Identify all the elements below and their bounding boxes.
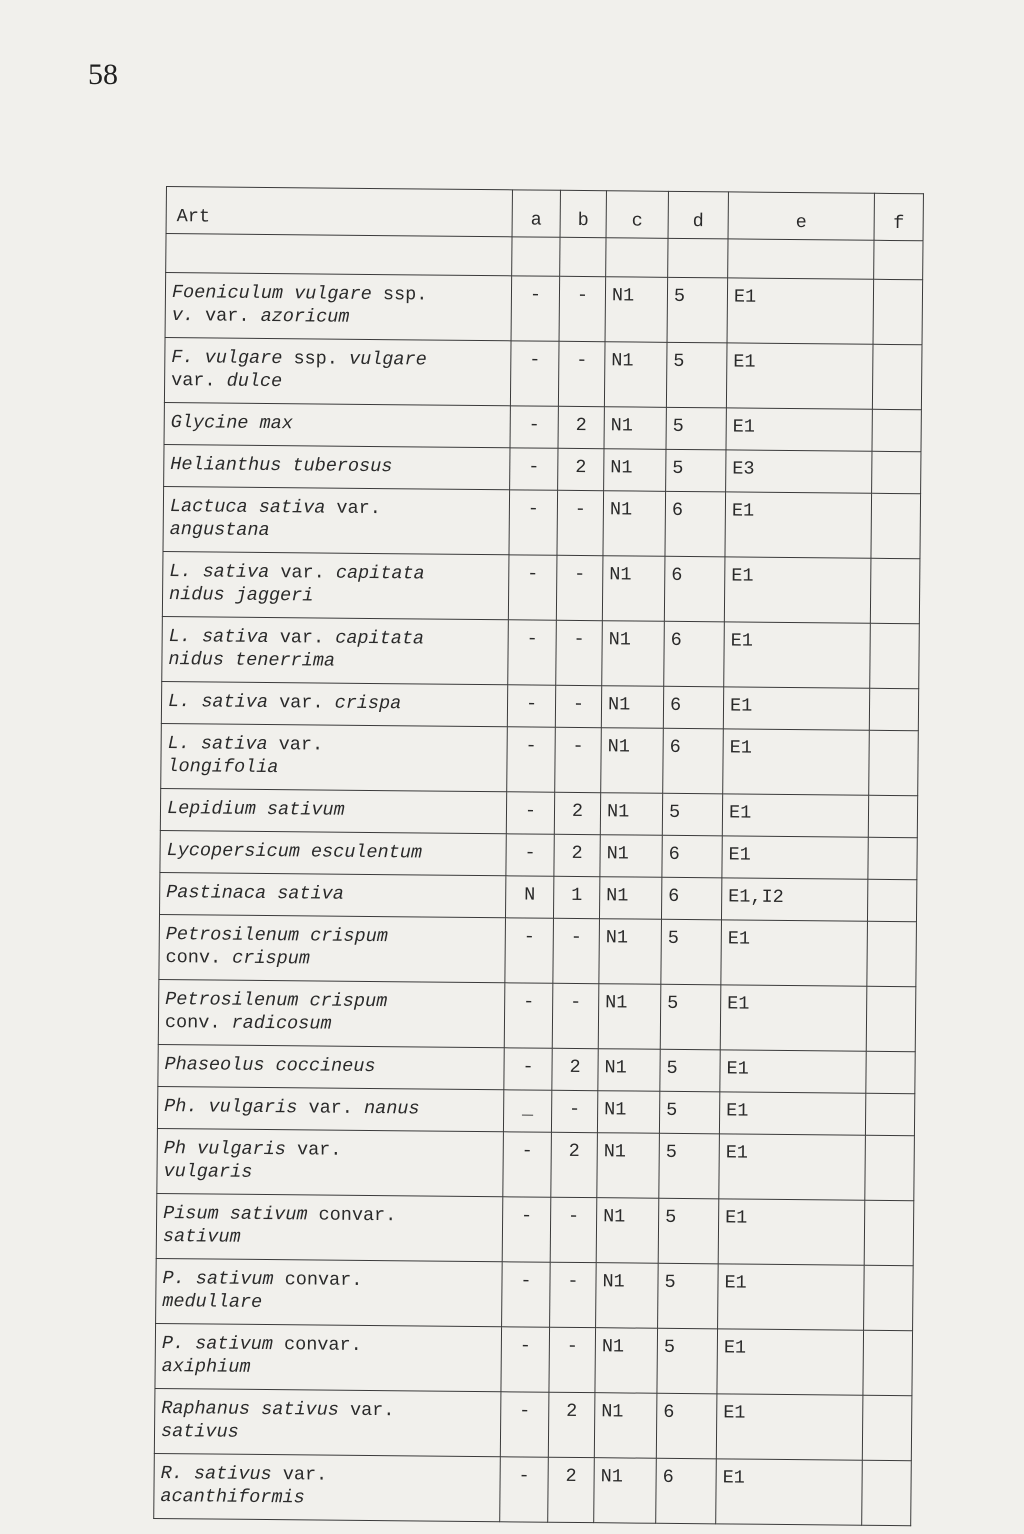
table-row (160, 788, 917, 837)
species-name (154, 1388, 501, 1456)
cell-f (873, 279, 923, 344)
cell-d: 5 (666, 407, 726, 450)
table-row (154, 1388, 912, 1460)
cell-a: - (502, 1262, 551, 1327)
cell-f (866, 986, 916, 1051)
cell-c: N1 (604, 449, 666, 492)
species-line-2: angustana (169, 519, 270, 542)
species-line-2: vulgaris (163, 1161, 253, 1183)
cell-b: 2 (554, 792, 600, 834)
table-row (164, 444, 921, 493)
species-line-1: Ph. vulgaris var. nanus (164, 1096, 420, 1120)
species-line-1: L. sativa var. (167, 733, 324, 756)
species-line-1: P. sativum convar. (161, 1333, 362, 1356)
cell-b: 2 (551, 1132, 598, 1197)
cell-d: 5 (666, 342, 727, 408)
cell-b: - (557, 490, 604, 555)
table-row (159, 914, 917, 986)
table-row (162, 551, 920, 623)
cell-a: - (510, 448, 558, 490)
cell-b: - (558, 341, 605, 406)
table-row (154, 1453, 912, 1525)
species-name (164, 402, 510, 447)
cell-b: 2 (558, 448, 604, 490)
cell-d: 6 (664, 556, 725, 622)
cell-c: N1 (594, 1393, 657, 1459)
cell-e: E1 (718, 1264, 865, 1330)
species-name (161, 681, 507, 726)
cell-b: - (553, 918, 600, 983)
cell-c: N1 (600, 793, 662, 836)
cell-e: E1 (718, 1199, 865, 1265)
cell-c: N1 (597, 1133, 660, 1199)
cell-e: E1,I2 (721, 878, 867, 921)
cell-a: - (510, 406, 558, 448)
table-row (160, 830, 917, 879)
cell-d: 5 (660, 1049, 720, 1092)
cell-c: N1 (599, 919, 662, 985)
cell-f (871, 493, 921, 558)
header-row (166, 187, 923, 241)
table-row (157, 1128, 915, 1200)
cell-d: 5 (661, 919, 722, 985)
species-name (157, 1128, 504, 1196)
cell-e: E1 (723, 687, 869, 730)
cell-e: E1 (719, 1134, 866, 1200)
cell-b: - (555, 727, 602, 792)
species-name (160, 788, 506, 833)
table-row (162, 616, 920, 688)
cell-e: E1 (719, 1092, 865, 1135)
cell-b: 2 (552, 1048, 598, 1090)
cell-a: - (503, 1132, 552, 1197)
species-line-2: conv. crispum (165, 947, 311, 970)
cell-c: N1 (600, 835, 662, 878)
cell-a: - (506, 792, 554, 834)
cell-f (872, 451, 921, 493)
cell-a: _ (503, 1090, 551, 1132)
table-row (156, 1193, 914, 1265)
species-name (158, 979, 505, 1047)
cell-a: - (508, 620, 557, 685)
species-name (162, 551, 509, 619)
cell-c: N1 (598, 1049, 660, 1092)
species-table (153, 186, 924, 1526)
cell-f (872, 344, 922, 409)
cell-a: N (505, 876, 553, 918)
cell-d: 5 (662, 793, 722, 836)
cell-e: E1 (722, 836, 868, 879)
cell-f (865, 1135, 915, 1200)
cell-e: E1 (717, 1329, 864, 1395)
cell-a: - (511, 276, 560, 341)
cell-c: N1 (596, 1198, 659, 1264)
cell-a: - (507, 727, 556, 792)
species-line-1: F. vulgare ssp. vulgare (171, 347, 427, 371)
cell-d: 5 (666, 449, 726, 492)
cell-e: E1 (721, 920, 868, 986)
cell-b: - (559, 276, 606, 341)
species-line-2: v. var. azoricum (171, 305, 350, 328)
cell-e: E1 (727, 278, 874, 344)
cell-d: 6 (663, 728, 724, 794)
table-row (156, 1258, 914, 1330)
cell-f (872, 409, 921, 451)
species-line-1: Petrosilenum crispum (165, 989, 388, 1013)
table-row (161, 681, 918, 730)
cell-c: N1 (604, 407, 666, 450)
cell-f (863, 1330, 913, 1395)
cell-c: N1 (605, 277, 668, 343)
cell-d: 6 (656, 1458, 717, 1524)
cell-b: - (555, 685, 601, 727)
cell-a: - (500, 1457, 549, 1522)
species-name (162, 616, 509, 684)
cell-b: - (551, 1090, 597, 1132)
species-line-2: axiphium (161, 1356, 251, 1378)
header-e: e (728, 192, 874, 240)
page-number: 58 (88, 58, 118, 91)
spacer-cell (728, 239, 874, 279)
cell-a: - (505, 918, 554, 983)
cell-b: 2 (554, 834, 600, 876)
table-row (160, 872, 917, 921)
cell-f (870, 558, 920, 623)
cell-f (869, 688, 918, 730)
table-row (161, 723, 919, 795)
table-row (164, 337, 922, 409)
header-a: a (512, 190, 560, 237)
table-row (157, 1086, 914, 1135)
species-name (164, 337, 511, 405)
species-line-1: Lepidium sativum (166, 798, 345, 821)
cell-c: N1 (596, 1263, 659, 1329)
species-line-1: Glycine max (170, 412, 293, 435)
cell-a: - (509, 490, 558, 555)
species-line-1: L. sativa var. capitata (169, 561, 425, 585)
table-row (163, 486, 921, 558)
species-line-1: L. sativa var. capitata (168, 626, 425, 650)
table-row (165, 273, 923, 345)
cell-f (869, 730, 919, 795)
species-name (155, 1323, 502, 1391)
cell-e: E1 (725, 492, 872, 558)
species-line-1: Helianthus tuberosus (170, 454, 393, 478)
species-line-2: acanthiformis (160, 1486, 305, 1509)
cell-d: 6 (661, 877, 721, 920)
cell-f (864, 1265, 914, 1330)
species-name (156, 1258, 503, 1326)
species-name (161, 723, 508, 791)
cell-c: N1 (595, 1328, 658, 1394)
cell-f (862, 1395, 912, 1460)
header-b: b (560, 190, 606, 237)
cell-d: 5 (658, 1198, 719, 1264)
cell-a: - (504, 983, 553, 1048)
cell-b: - (556, 555, 603, 620)
species-line-1: Ph vulgaris var. (163, 1138, 342, 1161)
cell-f (870, 623, 920, 688)
cell-c: N1 (599, 877, 661, 920)
cell-a: - (504, 1048, 552, 1090)
cell-c: N1 (601, 686, 663, 729)
species-line-1: Pastinaca sativa (166, 882, 344, 905)
cell-e: E1 (722, 794, 868, 837)
cell-c: N1 (594, 1458, 657, 1524)
cell-e: E3 (726, 450, 872, 493)
species-name (165, 273, 512, 341)
spacer-cell (606, 238, 668, 278)
cell-a: - (501, 1327, 550, 1392)
cell-d: 5 (659, 1133, 720, 1199)
cell-e: E1 (716, 1394, 863, 1460)
species-line-1: Pisum sativum convar. (163, 1203, 397, 1227)
species-name (157, 1086, 503, 1131)
species-name (163, 486, 510, 554)
table-row (155, 1323, 913, 1395)
cell-d: 6 (662, 835, 722, 878)
species-name (159, 914, 506, 982)
cell-c: N1 (602, 621, 665, 687)
cell-f (867, 921, 917, 986)
cell-f (867, 879, 916, 921)
cell-b: - (552, 983, 599, 1048)
cell-a: - (500, 1392, 549, 1457)
species-name (156, 1193, 503, 1261)
cell-d: 6 (665, 491, 726, 557)
cell-b: - (550, 1197, 597, 1262)
species-line-1: Foeniculum vulgare ssp. (171, 282, 428, 306)
cell-e: E1 (720, 985, 867, 1051)
header-c: c (606, 191, 668, 239)
cell-b: 2 (548, 1457, 595, 1522)
species-line-1: Phaseolus coccineus (164, 1054, 376, 1078)
cell-d: 5 (659, 1091, 719, 1134)
cell-b: - (549, 1327, 596, 1392)
species-line-2: nidus tenerrima (168, 649, 336, 672)
species-line-1: Lactuca sativa var. (169, 496, 381, 520)
cell-e: E1 (724, 622, 871, 688)
spacer-cell (668, 238, 728, 278)
species-line-2: sativum (162, 1226, 241, 1248)
species-line-1: P. sativum convar. (162, 1268, 363, 1291)
cell-d: 5 (658, 1263, 719, 1329)
cell-f (866, 1051, 915, 1093)
species-name (160, 830, 506, 875)
table-row (158, 979, 916, 1051)
species-line-2: nidus jaggeri (168, 584, 314, 607)
cell-a: - (506, 834, 554, 876)
spacer-cell (166, 234, 512, 276)
species-line-2: medullare (162, 1291, 263, 1313)
cell-c: N1 (597, 1091, 659, 1134)
species-line-1: Raphanus sativus var. (161, 1398, 395, 1422)
cell-d: 5 (657, 1328, 718, 1394)
cell-d: 6 (663, 686, 723, 729)
header-d: d (668, 191, 728, 239)
cell-e: E1 (723, 729, 870, 795)
cell-b: 1 (553, 876, 599, 918)
cell-f (868, 837, 917, 879)
cell-b: 2 (558, 406, 604, 448)
cell-c: N1 (598, 984, 661, 1050)
spacer-cell (512, 237, 560, 276)
cell-d: 6 (664, 621, 725, 687)
table-row (164, 402, 921, 451)
species-line-2: var. dulce (171, 370, 283, 393)
species-line-2: longifolia (167, 756, 279, 779)
species-line-2: conv. radicosum (164, 1012, 332, 1035)
species-line-1: L. sativa var. crispa (167, 691, 402, 715)
cell-d: 6 (656, 1393, 717, 1459)
header-art: Art (166, 187, 512, 237)
cell-f (865, 1093, 914, 1135)
cell-c: N1 (601, 728, 664, 794)
species-name (164, 444, 510, 489)
cell-e: E1 (726, 343, 873, 409)
species-name (160, 872, 506, 917)
cell-d: 5 (660, 984, 721, 1050)
header-f: f (874, 193, 923, 240)
species-name (154, 1453, 501, 1521)
species-line-1: R. sativus var. (160, 1463, 328, 1486)
species-line-2: sativus (160, 1421, 239, 1443)
cell-a: - (508, 555, 557, 620)
cell-d: 5 (667, 277, 728, 343)
species-name (158, 1044, 504, 1089)
cell-a: - (502, 1197, 551, 1262)
spacer-cell (560, 237, 606, 276)
cell-c: N1 (603, 491, 666, 557)
cell-a: - (507, 685, 555, 727)
cell-f (864, 1200, 914, 1265)
cell-e: E1 (716, 1459, 863, 1525)
cell-e: E1 (720, 1050, 866, 1093)
cell-f (868, 795, 917, 837)
cell-c: N1 (602, 556, 665, 622)
spacer-cell (874, 240, 923, 279)
cell-e: E1 (726, 408, 872, 451)
table-row (158, 1044, 915, 1093)
cell-b: - (556, 620, 603, 685)
cell-b: - (550, 1262, 597, 1327)
cell-e: E1 (724, 557, 871, 623)
cell-b: 2 (548, 1392, 595, 1457)
species-line-1: Petrosilenum crispum (165, 924, 388, 948)
cell-f (862, 1460, 912, 1525)
table-body (154, 273, 923, 1526)
species-line-1: Lycopersicum esculentum (166, 840, 423, 864)
cell-a: - (510, 341, 559, 406)
cell-c: N1 (604, 342, 667, 408)
